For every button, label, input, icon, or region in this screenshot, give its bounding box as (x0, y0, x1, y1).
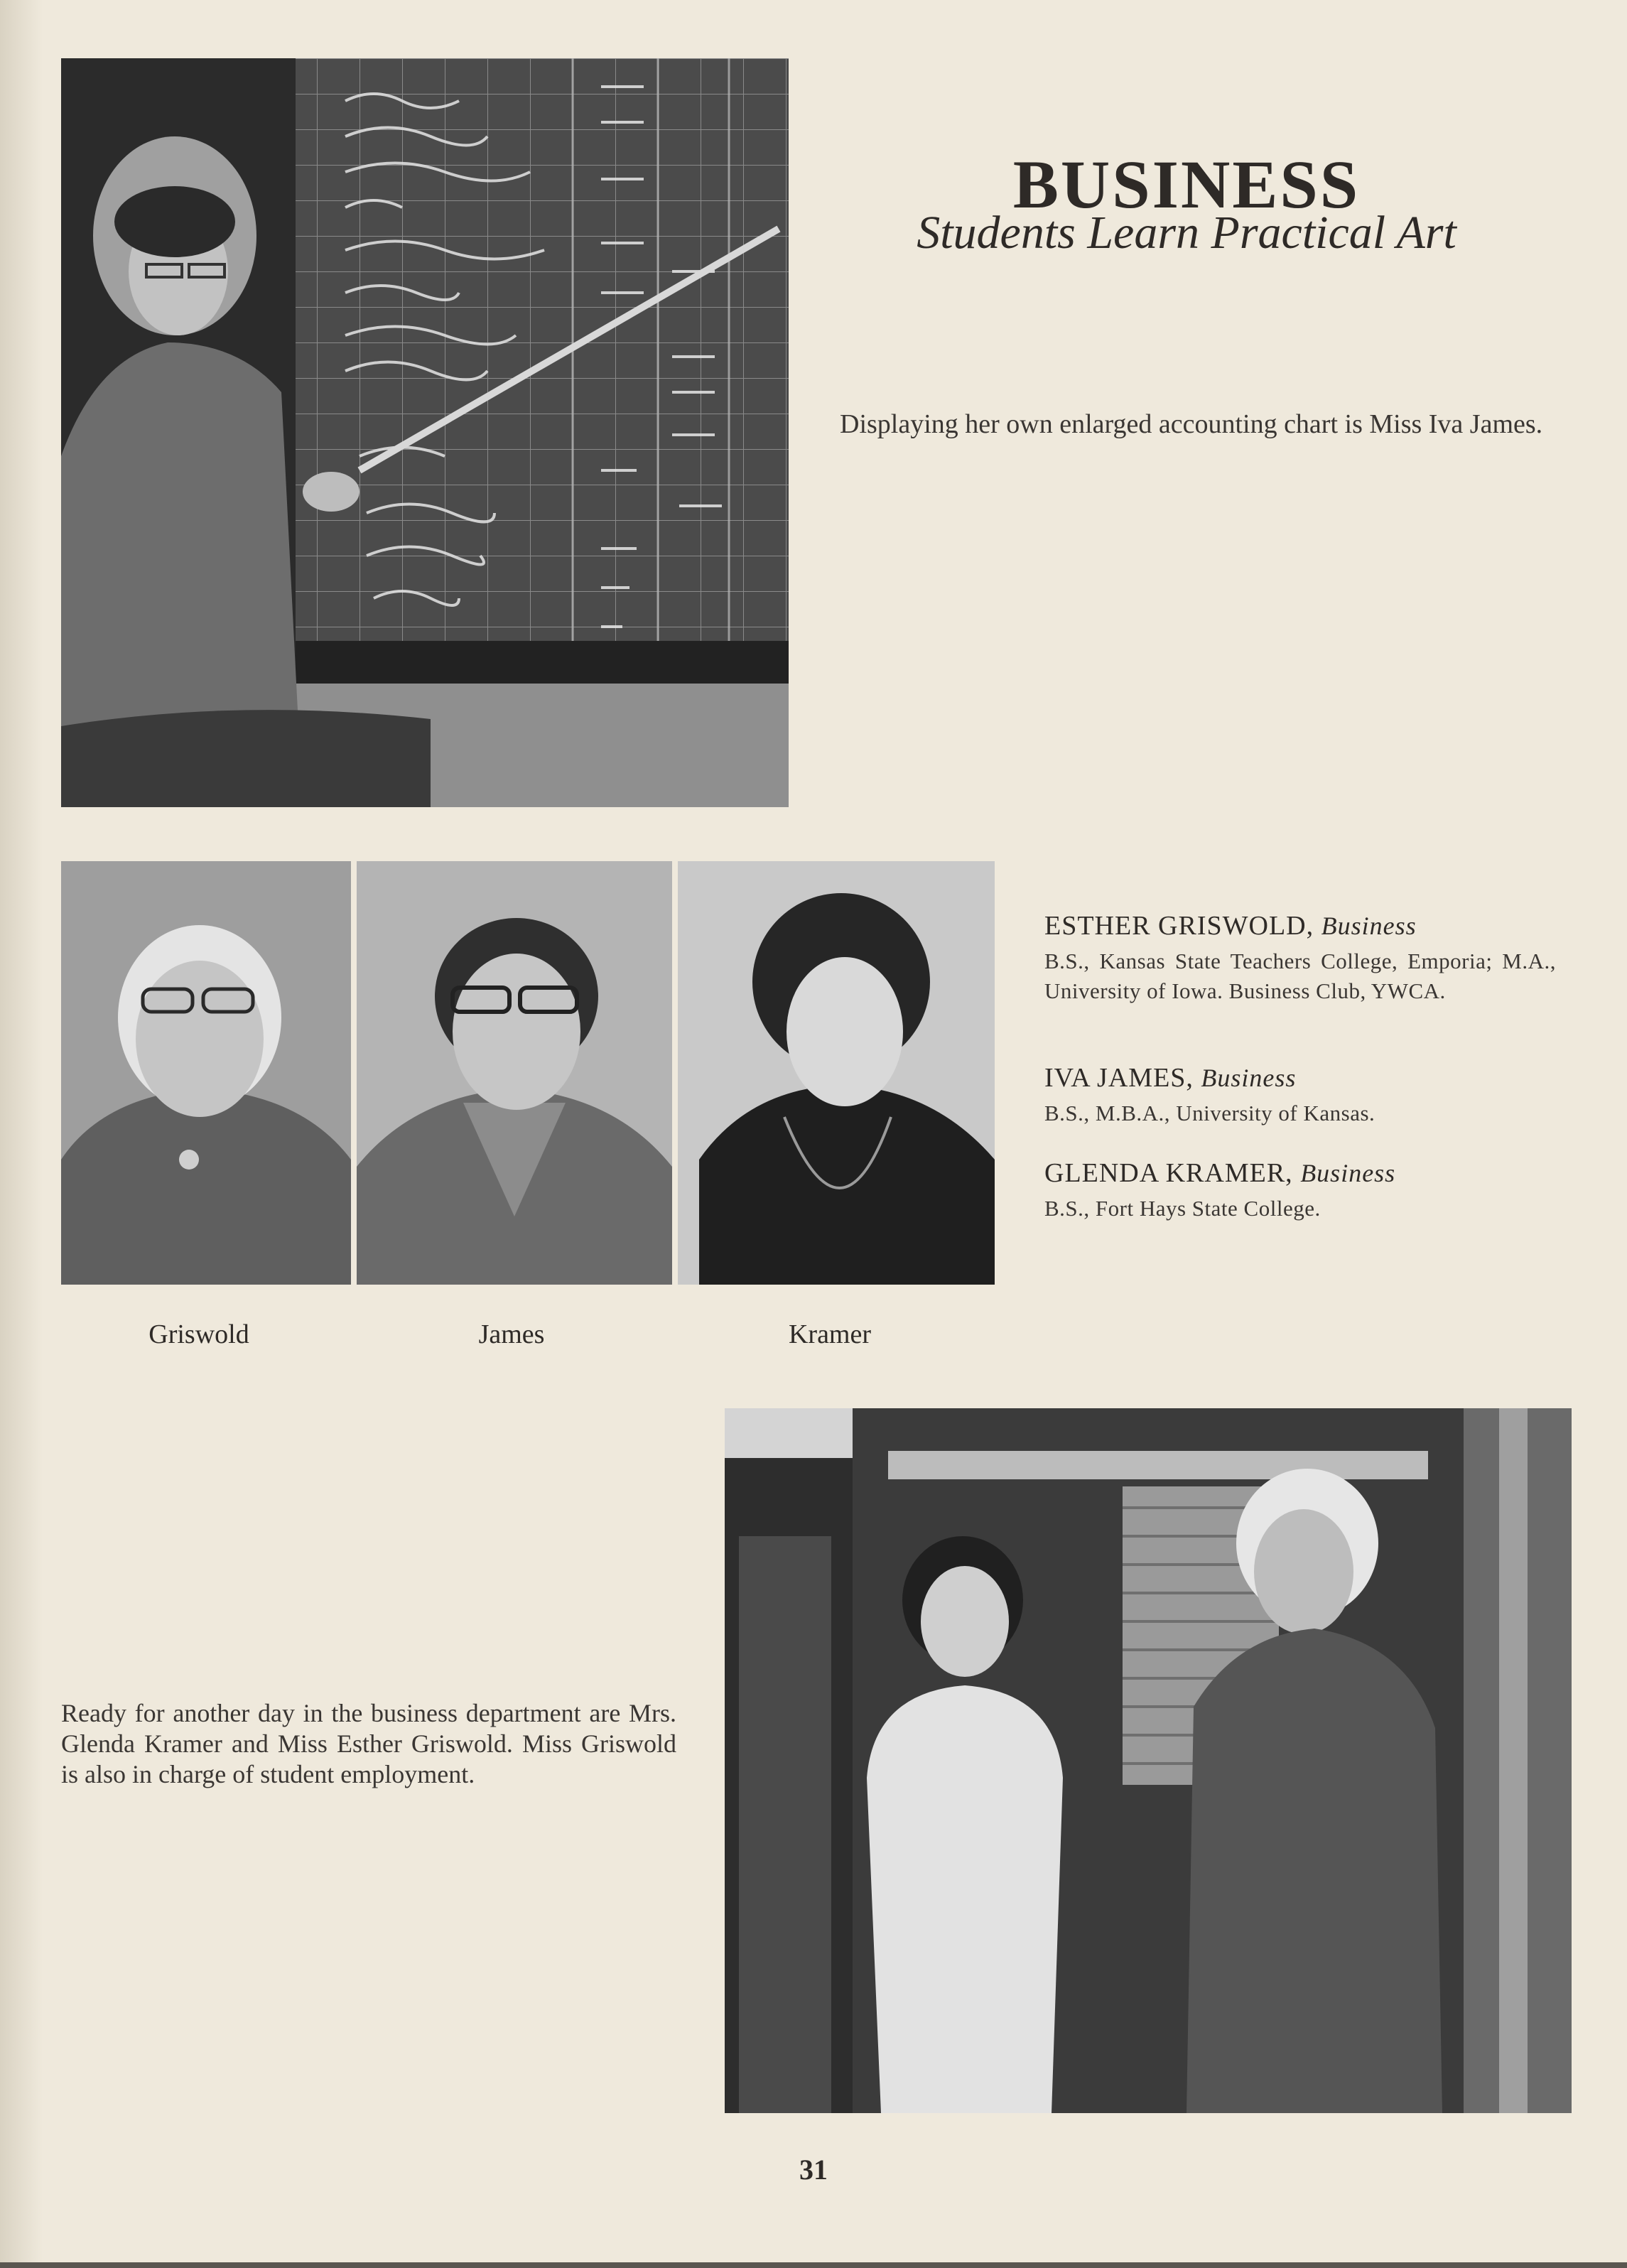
faculty-department: Business (1300, 1159, 1396, 1187)
portrait-label-james: James (478, 1319, 545, 1349)
faculty-bio-james (1044, 1062, 1556, 1128)
kramer-portrait (678, 861, 995, 1285)
faculty-bio-griswold (1044, 909, 1556, 1006)
page-spine-shadow (0, 0, 43, 2268)
section-subtitle: Students Learn Practical Art (917, 207, 1456, 259)
portrait-label-kramer: Kramer (788, 1319, 872, 1349)
faculty-degrees: B.S., Fort Hays State College. (1044, 1196, 1321, 1221)
bottom-photo-caption: Ready for another day in the business department are Mrs. Glenda Kramer and Miss Esther Griswold. Miss Griswold is also in charge of student employment. (61, 1699, 676, 1788)
faculty-degrees: B.S., Kansas State Teachers College, Emporia; M.A., University of Iowa. Business Club, YWCA. (1044, 949, 1556, 1003)
faculty-bio-kramer (1044, 1157, 1556, 1224)
page-bottom-edge (0, 2262, 1627, 2268)
faculty-department: Business (1201, 1064, 1297, 1092)
portrait-label-griswold: Griswold (148, 1319, 249, 1349)
griswold-portrait (61, 861, 351, 1285)
accounting-chart-photo (61, 58, 789, 807)
faculty-degrees: B.S., M.B.A., University of Kansas. (1044, 1101, 1375, 1125)
faculty-name: GLENDA KRAMER, (1044, 1158, 1293, 1188)
top-photo-caption: Displaying her own enlarged accounting chart is Miss Iva James. (840, 409, 1543, 439)
page-number: 31 (799, 2154, 828, 2186)
doorway-photo (725, 1408, 1572, 2113)
faculty-name-line (1044, 909, 1556, 942)
faculty-name-line (1044, 1062, 1556, 1094)
section-title: BUSINESS (1012, 146, 1361, 223)
faculty-name-line (1044, 1157, 1556, 1189)
james-portrait (357, 861, 672, 1285)
faculty-name: ESTHER GRISWOLD, (1044, 911, 1314, 941)
faculty-name: IVA JAMES, (1044, 1063, 1194, 1093)
faculty-department: Business (1321, 912, 1417, 940)
